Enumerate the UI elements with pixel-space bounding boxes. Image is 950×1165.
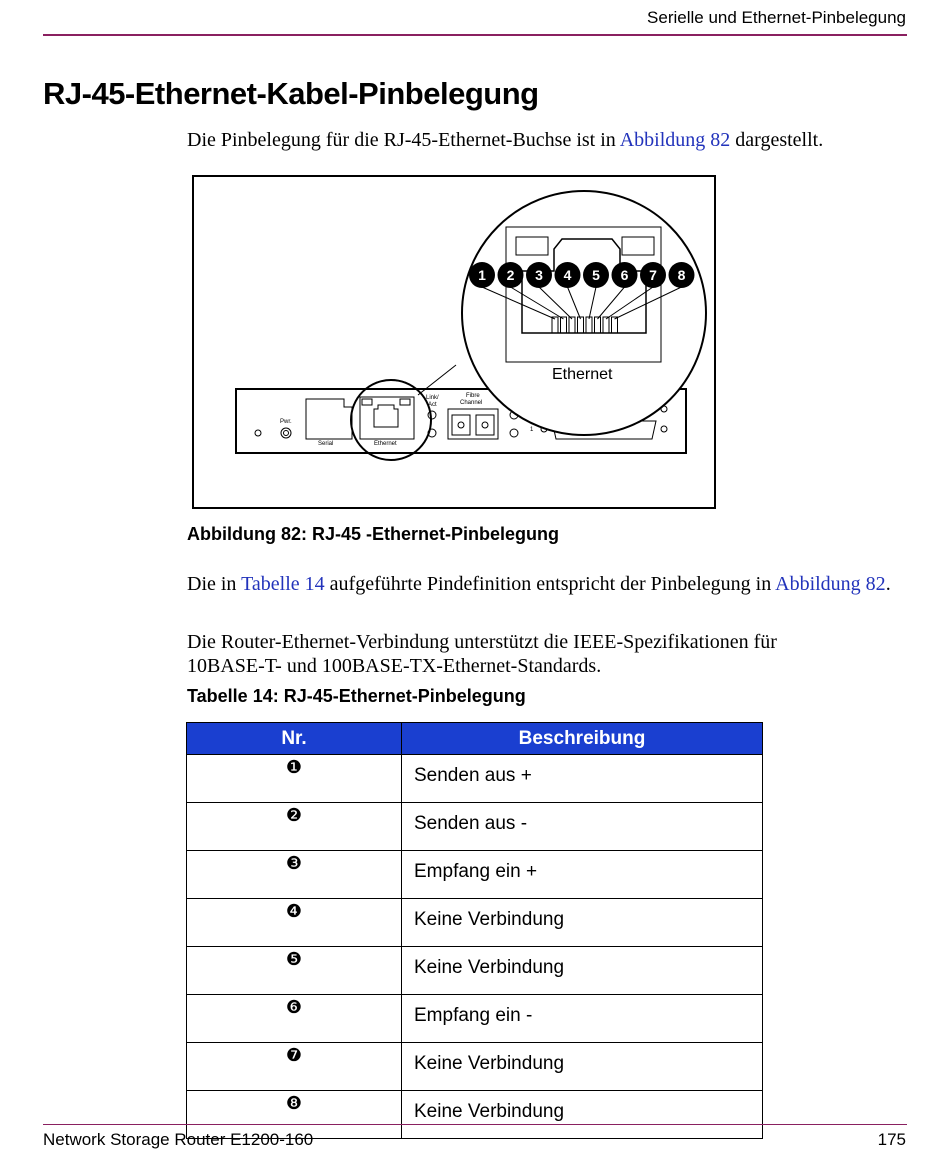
ieee-paragraph: Die Router-Ethernet-Verbindung unterstützt die IEEE-Spezifikationen für 10BASE-T- und 100BASE-TX-Ethernet-Standards. xyxy=(187,631,777,677)
pin-description: Keine Verbindung xyxy=(402,899,763,947)
pin-number: ❶ xyxy=(187,755,402,803)
header-rule xyxy=(43,34,907,36)
ethernet-small-label: Ethernet xyxy=(374,441,397,447)
table-row xyxy=(187,899,763,947)
serial-label: Serial xyxy=(318,441,334,447)
footer-rule xyxy=(43,1124,907,1125)
zoom-circle-large xyxy=(462,191,706,435)
pin-callout-number: 7 xyxy=(649,267,657,283)
figure-link[interactable]: Abbildung 82 xyxy=(619,129,731,151)
fibre-label: Fibre xyxy=(466,393,480,399)
column-header-nr: Nr. xyxy=(187,723,402,755)
figure-link-2[interactable]: Abbildung 82 xyxy=(775,573,886,595)
link-act-label: Link/ xyxy=(426,395,439,401)
pin-description: Senden aus + xyxy=(402,755,763,803)
table-header-row xyxy=(187,723,763,755)
pin-number: ❼ xyxy=(187,1043,402,1091)
table-row xyxy=(187,755,763,803)
pin-callout-number: 3 xyxy=(535,267,543,283)
pinout-table xyxy=(186,722,763,1139)
page-number: 175 xyxy=(877,1130,906,1149)
pin-callout-number: 1 xyxy=(478,267,486,283)
pin-callout-number: 5 xyxy=(592,267,600,283)
pin-number: ❽ xyxy=(187,1091,402,1139)
pin-description: Empfang ein - xyxy=(402,995,763,1043)
pin-callout-number: 8 xyxy=(677,267,686,283)
ethernet-large-label: Ethernet xyxy=(552,366,613,383)
table-row xyxy=(187,995,763,1043)
pin-definition-paragraph: Die in Tabelle 14 aufgeführte Pindefinition entspricht der Pinbelegung in Abbildung 82. xyxy=(187,573,891,595)
figure-rj45 xyxy=(192,175,716,509)
pin-number: ❷ xyxy=(187,803,402,851)
rj45-diagram xyxy=(194,177,714,507)
table-link[interactable]: Tabelle 14 xyxy=(241,573,325,595)
table-row xyxy=(187,1043,763,1091)
footer-doc-title: Network Storage Router E1200-160 xyxy=(43,1130,314,1149)
pin-description: Senden aus - xyxy=(402,803,763,851)
pin-number: ❹ xyxy=(187,899,402,947)
pin-number: ❸ xyxy=(187,851,402,899)
table-caption: Tabelle 14: RJ-45-Ethernet-Pinbelegung xyxy=(187,686,526,706)
pin-description: Keine Verbindung xyxy=(402,1091,763,1139)
running-header: Serielle und Ethernet-Pinbelegung xyxy=(647,8,906,27)
pin-number: ❺ xyxy=(187,947,402,995)
figure-caption: Abbildung 82: RJ-45 -Ethernet-Pinbelegung xyxy=(187,524,560,544)
port-number-label: 1 xyxy=(530,427,534,433)
pin-description: Keine Verbindung xyxy=(402,1043,763,1091)
pin-callout-number: 4 xyxy=(563,267,572,283)
page-title: RJ-45-Ethernet-Kabel-Pinbelegung xyxy=(43,76,539,111)
pwr-label: Pwr. xyxy=(280,419,292,425)
column-header-beschreibung: Beschreibung xyxy=(402,723,763,755)
pin-callout-number: 6 xyxy=(620,267,629,283)
svg-text:Act: Act xyxy=(428,402,437,408)
table-row xyxy=(187,851,763,899)
pin-description: Empfang ein + xyxy=(402,851,763,899)
table-row xyxy=(187,947,763,995)
ethernet-port-small xyxy=(360,397,414,439)
table-row xyxy=(187,803,763,851)
pin-callout-number: 2 xyxy=(506,267,515,283)
svg-text:Channel: Channel xyxy=(460,400,483,406)
pin-description: Keine Verbindung xyxy=(402,947,763,995)
pin-number: ❻ xyxy=(187,995,402,1043)
intro-paragraph: Die Pinbelegung für die RJ-45-Ethernet-Buchse ist in Abbildung 82 dargestellt. xyxy=(187,129,824,151)
